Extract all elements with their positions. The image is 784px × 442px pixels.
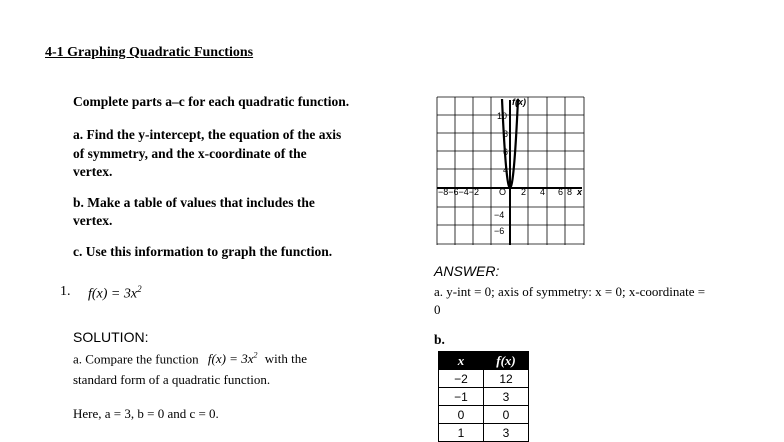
y-axis-label: f(x)	[512, 97, 526, 107]
table-header-x: x	[439, 352, 484, 370]
table-cell-x: −2	[439, 370, 484, 388]
instruction-b-line2: vertex.	[73, 213, 113, 228]
instruction-c-line1: c. Use this information to graph the function.	[73, 244, 333, 259]
solution-a-line1	[73, 351, 307, 367]
y-tick-label-neg4: −4	[494, 210, 505, 220]
x-tick-label-6: 6	[558, 187, 564, 197]
answer-a-line1: a. y-int = 0; axis of symmetry: x = 0; x-coordinate =	[434, 284, 706, 299]
problem-number: 1.	[60, 284, 71, 299]
answer-b-label: b.	[434, 332, 445, 347]
table-cell-x: 1	[439, 424, 484, 442]
page-title: 4-1 Graphing Quadratic Functions	[45, 45, 254, 60]
table-cell-fx: 12	[484, 370, 529, 388]
x-tick-label-8: 8	[567, 187, 573, 197]
problem-function-base: f(x) = 3x	[88, 286, 138, 302]
solution-a-line3: Here, a = 3, b = 0 and c = 0.	[73, 406, 219, 421]
x-tick-label-4: 4	[540, 187, 546, 197]
solution-a-suffix: with the	[264, 351, 307, 367]
solution-label: SOLUTION:	[73, 329, 149, 345]
table-row	[439, 388, 529, 406]
solution-a-function-base: f(x) = 3x	[207, 351, 254, 367]
table-row	[439, 424, 529, 442]
table-cell-fx: 3	[484, 424, 529, 442]
problem-function-exponent: 2	[137, 284, 142, 294]
x-axis-label: x	[577, 187, 583, 197]
instruction-a-line2: of symmetry, and the x-coordinate of the	[73, 146, 307, 161]
x-tick-labels-negative: −8−6−4−2	[438, 187, 480, 197]
instructions-intro: Complete parts a–c for each quadratic function.	[73, 94, 350, 109]
origin-label: O	[499, 187, 507, 197]
table-header-fx: f(x)	[484, 352, 529, 370]
table-cell-x: 0	[439, 406, 484, 424]
instruction-a-line1: a. Find the y-intercept, the equation of the axis	[73, 127, 342, 142]
instruction-a-line3: vertex.	[73, 164, 113, 179]
values-table	[438, 351, 529, 442]
table-row	[439, 370, 529, 388]
answer-label: ANSWER:	[434, 263, 500, 279]
table-row	[439, 406, 529, 424]
instruction-b-line1: b. Make a table of values that includes the	[73, 195, 315, 210]
table-cell-x: −1	[439, 388, 484, 406]
solution-a-line2: standard form of a quadratic function.	[73, 372, 271, 387]
parabola-graph	[436, 96, 586, 246]
solution-a-function-exponent: 2	[253, 351, 258, 360]
x-tick-label-2: 2	[521, 187, 527, 197]
table-header-row	[439, 352, 529, 370]
table-cell-fx: 3	[484, 388, 529, 406]
problem-function	[88, 284, 142, 303]
answer-a-line2: 0	[434, 302, 441, 317]
y-tick-label-10: 10	[497, 111, 508, 121]
y-tick-label-6: 6	[503, 147, 509, 157]
table-cell-fx: 0	[484, 406, 529, 424]
solution-a-intro: a. Compare the function	[73, 351, 199, 367]
y-tick-label-neg6: −6	[494, 226, 505, 236]
solution-a-function	[208, 351, 258, 366]
y-tick-label-8: 8	[503, 129, 509, 139]
y-tick-label-4: 4	[503, 165, 509, 175]
